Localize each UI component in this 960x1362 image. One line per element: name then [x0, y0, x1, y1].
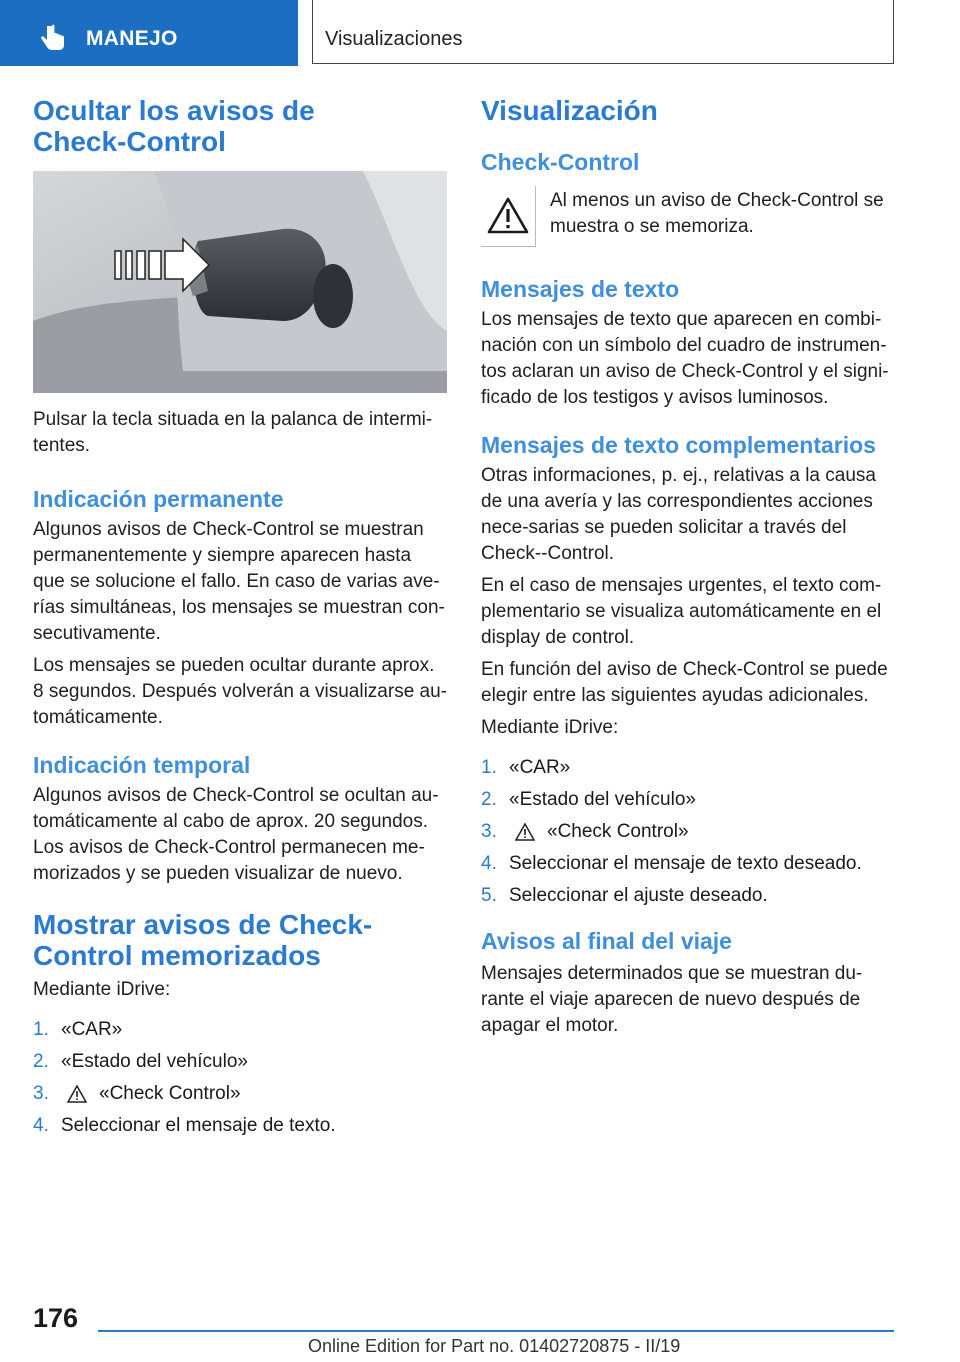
- list-item: 4. Seleccionar el mensaje de texto.: [33, 1115, 336, 1136]
- para-permanent-1: Algunos avisos de Check-Control se muestran permanentemente y siempre aparecen hasta que se solucione el fallo. En caso de varias ave‐rías simultáneas, los mensajes se muestran con‐secutivamente.: [33, 519, 445, 644]
- heading-hide-messages: Ocultar los avisos de Check-Control: [33, 95, 315, 157]
- section-tab[interactable]: [0, 0, 298, 66]
- list-item: 3. «Check Control»: [481, 821, 689, 842]
- warning-triangle-icon: [486, 196, 530, 236]
- list-item: 3. «Check Control»: [33, 1083, 241, 1104]
- para-supplementary-3: En función del aviso de Check-Control se puede elegir entre las siguientes ayudas adicionales.: [481, 659, 888, 706]
- page-header: [0, 0, 960, 66]
- heading-show-stored: Mostrar avisos de Check-Control memorizados: [33, 909, 373, 971]
- page-number: 176: [33, 1303, 79, 1333]
- para-temporary: Algunos avisos de Check-Control se ocultan au‐tomáticamente al cabo de aprox. 20 segundos. Los avisos de Check-Control permanecen me‐morizados y se pueden visualizar de nuevo.: [33, 785, 439, 884]
- turn-signal-lever-photo: [33, 171, 447, 393]
- list-item: 5. Seleccionar el ajuste deseado.: [481, 885, 768, 906]
- section-label: MANEJO: [86, 27, 178, 50]
- para-supplementary-1: Otras informaciones, p. ej., relativas a la causa de una avería y las correspondientes acciones nece‐sarias se pueden solicitar a través del Check‐-Control.: [481, 465, 876, 564]
- heading-display: Visualización: [481, 95, 658, 126]
- right-column: [481, 95, 895, 1039]
- list-item: 2. «Estado del vehículo»: [481, 789, 696, 810]
- warning-box: [481, 186, 536, 247]
- para-idrive: Mediante iDrive:: [33, 979, 171, 1000]
- hand-pointer-icon: [40, 24, 66, 52]
- heading-end-of-trip: Avisos al final del viaje: [481, 928, 732, 954]
- heading-text-messages: Mensajes de texto: [481, 276, 680, 302]
- left-column: [33, 95, 447, 1145]
- heading-check-control: Check-Control: [481, 149, 640, 175]
- steps-list: [33, 1017, 447, 1139]
- para-permanent-2: Los mensajes se pueden ocultar durante aprox. 8 segundos. Después volverán a visualizarse au‐tomáticamente.: [33, 655, 448, 728]
- notice-text: Al menos un aviso de Check-Control se muestra o se memoriza.: [550, 190, 884, 237]
- heading-temporary: Indicación temporal: [33, 752, 251, 778]
- list-item: 4. Seleccionar el mensaje de texto deseado.: [481, 853, 862, 874]
- para-text-messages: Los mensajes de texto que aparecen en combi‐nación con un símbolo del cuadro de instrumen‐tos aclaran un aviso de Check-Control y el signi‐ficado de los testigos y avisos luminosos.: [481, 309, 889, 408]
- list-item: 1. «CAR»: [481, 757, 571, 778]
- chapter-label: Visualizaciones: [325, 28, 463, 50]
- list-item: 2. «Estado del vehículo»: [33, 1051, 248, 1072]
- para-supplementary-2: En el caso de mensajes urgentes, el texto com‐plementario se visualiza automáticamente en el display de control.: [481, 575, 882, 648]
- heading-supplementary: Mensajes de texto complementarios: [481, 432, 876, 458]
- edition-text: Online Edition for Part no. 01402720875 - II/19: [308, 1336, 681, 1356]
- warning-triangle-icon: [67, 1085, 87, 1103]
- lever-illustration: [33, 171, 447, 393]
- warning-triangle-icon: [515, 823, 535, 841]
- para-idrive: Mediante iDrive:: [481, 717, 619, 738]
- steps-list: [481, 755, 895, 909]
- chapter-tab[interactable]: [312, 0, 894, 64]
- heading-permanent: Indicación permanente: [33, 486, 284, 512]
- footer-divider: [98, 1330, 894, 1332]
- warning-notice: [481, 186, 895, 247]
- caption-press-button: Pulsar la tecla situada en la palanca de intermi‐tentes.: [33, 409, 433, 456]
- list-item: 1. «CAR»: [33, 1019, 123, 1040]
- para-end-of-trip: Mensajes determinados que se muestran du‐rante el viaje aparecen de nuevo después de apagar el motor.: [481, 963, 863, 1036]
